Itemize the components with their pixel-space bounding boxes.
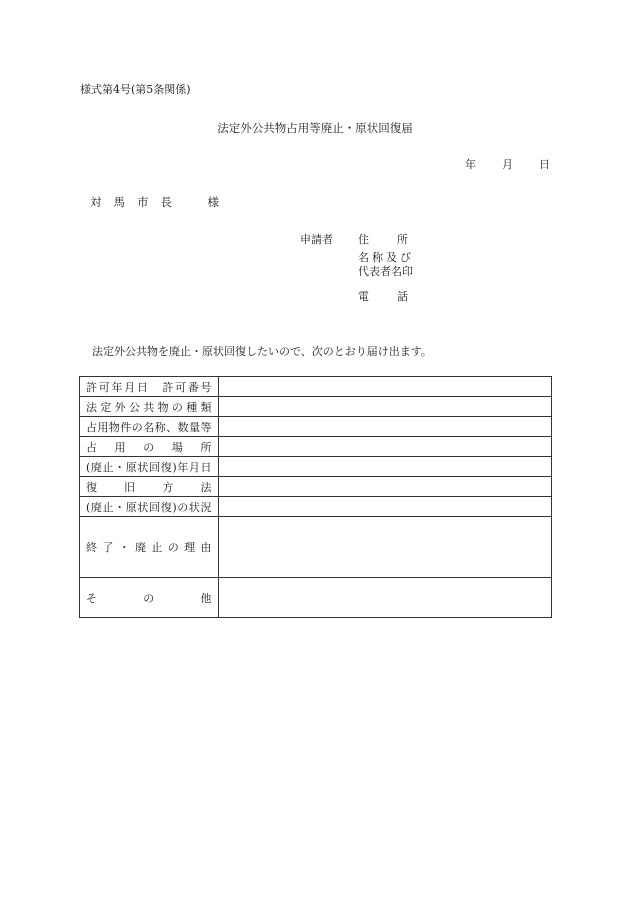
statement-text: 法定外公共物を廃止・原状回復したいので、次のとおり届け出ます。 bbox=[92, 345, 432, 358]
row-value-status[interactable] bbox=[218, 497, 551, 517]
table-row bbox=[80, 517, 552, 578]
row-label-object: 占用物件の名称、数量等 bbox=[80, 417, 219, 437]
table-row bbox=[80, 477, 552, 497]
address-label: 住所 bbox=[358, 233, 436, 246]
table-row bbox=[80, 377, 552, 397]
row-value-other[interactable] bbox=[218, 578, 551, 618]
date-year-label: 年 bbox=[465, 158, 476, 171]
row-value-reason[interactable] bbox=[218, 517, 551, 578]
row-label-status: (廃止・原状回復)の状況 bbox=[80, 497, 219, 517]
row-value-object[interactable] bbox=[218, 417, 551, 437]
row-value-type[interactable] bbox=[218, 397, 551, 417]
row-value-date[interactable] bbox=[218, 457, 551, 477]
form-number: 様式第4号(第5条関係) bbox=[80, 83, 191, 96]
phone-label: 電話 bbox=[358, 290, 436, 303]
table-row bbox=[80, 578, 552, 618]
row-label-permit: 許可年月日 許可番号 bbox=[80, 377, 219, 397]
table-row bbox=[80, 497, 552, 517]
document-title: 法定外公共物占用等廃止・原状回復届 bbox=[217, 121, 413, 135]
row-label-location: 占用の場所 bbox=[80, 437, 219, 457]
row-value-permit[interactable] bbox=[218, 377, 551, 397]
row-label-other: その他 bbox=[80, 578, 219, 618]
table-row bbox=[80, 457, 552, 477]
date-day-label: 日 bbox=[539, 158, 550, 171]
row-value-location[interactable] bbox=[218, 437, 551, 457]
row-label-type: 法定外公共物の種類 bbox=[80, 397, 219, 417]
name-label-line1: 名称及び bbox=[358, 251, 414, 264]
table-row bbox=[80, 397, 552, 417]
notification-table bbox=[79, 376, 552, 618]
row-label-method: 復旧方法 bbox=[80, 477, 219, 497]
date-line bbox=[465, 156, 550, 172]
row-label-reason: 終了・廃止の理由 bbox=[80, 517, 219, 578]
row-label-date: (廃止・原状回復)年月日 bbox=[80, 457, 219, 477]
table-row bbox=[80, 417, 552, 437]
date-month-label: 月 bbox=[502, 158, 513, 171]
row-value-method[interactable] bbox=[218, 477, 551, 497]
applicant-label: 申請者 bbox=[300, 233, 333, 246]
name-label-line2: 代表者名印 bbox=[358, 265, 413, 278]
table-row bbox=[80, 437, 552, 457]
addressee: 対馬市長 様 bbox=[90, 195, 231, 209]
